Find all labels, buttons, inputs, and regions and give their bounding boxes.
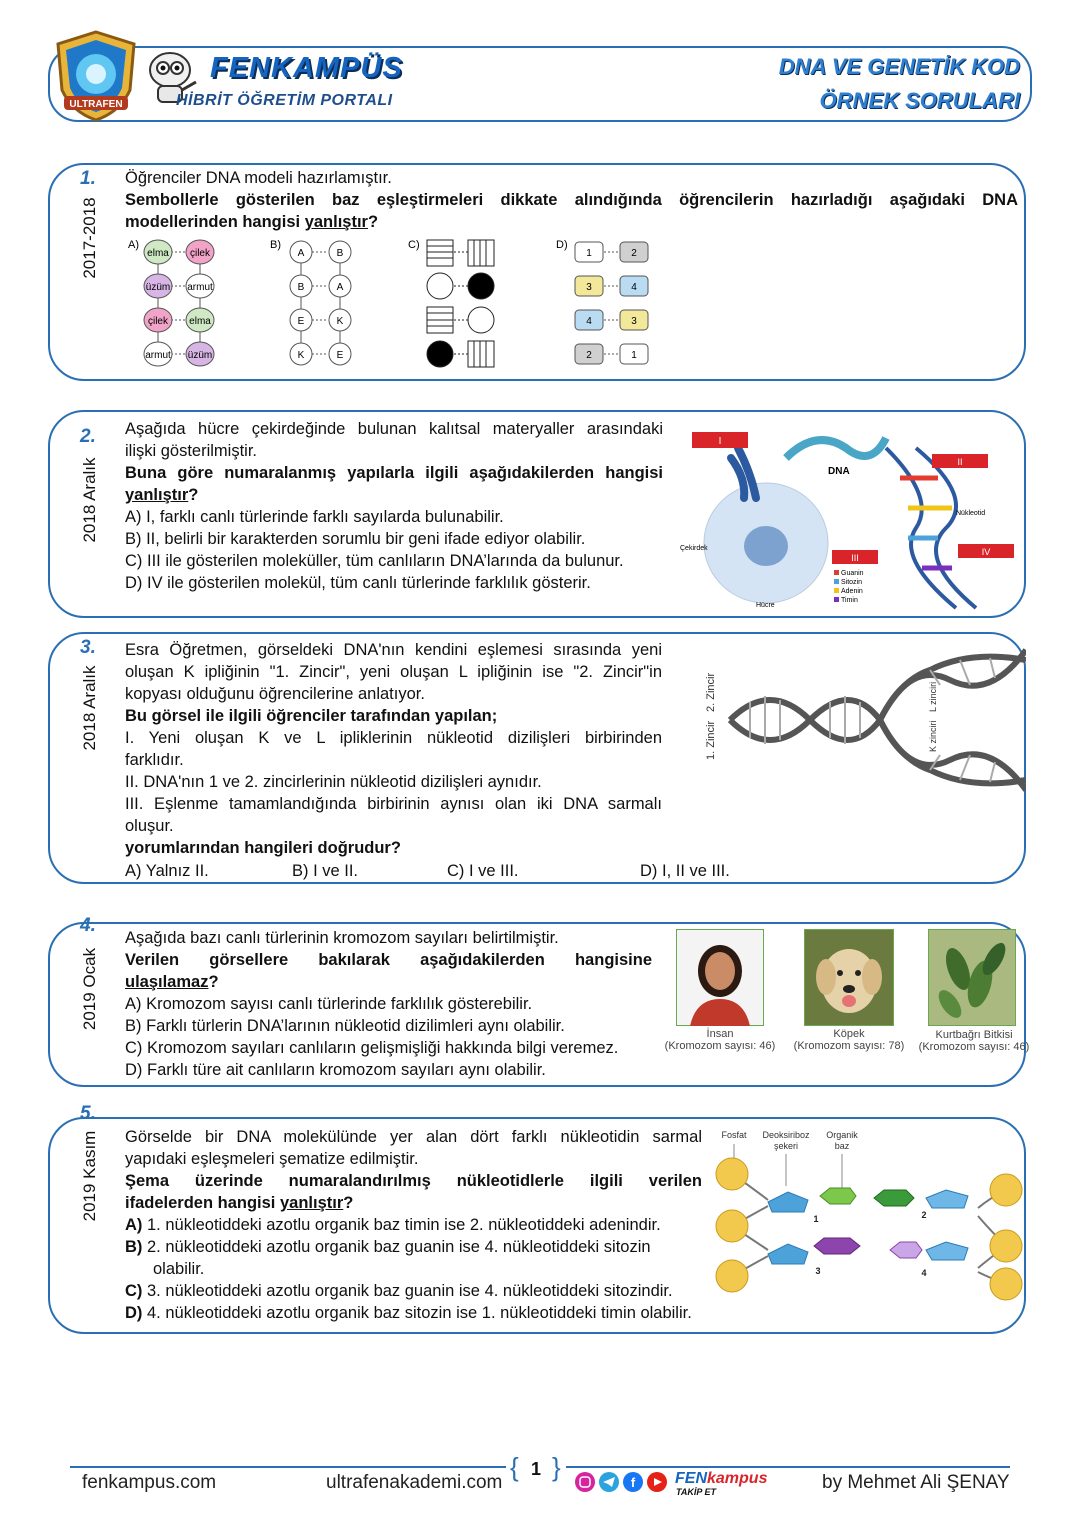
question-1-year: 2017-2018 <box>80 197 99 279</box>
question-3-option-d[interactable]: D) I, II ve III. <box>640 862 730 880</box>
svg-text:Fosfat: Fosfat <box>721 1130 747 1140</box>
portal-subtitle: HİBRİT ÖĞRETİM PORTALI <box>176 92 393 109</box>
svg-text:E: E <box>336 350 344 361</box>
model-c <box>427 240 494 367</box>
question-4-number: 4. <box>80 915 96 936</box>
question-2-cell-dna-figure <box>676 418 1026 614</box>
svg-text:1: 1 <box>586 248 592 259</box>
svg-text:Nükleotid: Nükleotid <box>956 510 986 517</box>
svg-text:III: III <box>851 553 859 563</box>
svg-text:3: 3 <box>815 1266 821 1276</box>
svg-text:C): C) <box>408 239 420 251</box>
svg-text:Deoksiriboz: Deoksiriboz <box>762 1130 810 1140</box>
question-5-option-b[interactable]: B) 2. nükleotiddeki azotlu organik baz guanin ise 4. nükleotiddeki sitozin <box>125 1238 651 1256</box>
svg-text:K: K <box>336 316 344 327</box>
svg-text:çilek: çilek <box>147 316 169 327</box>
svg-text:DNA: DNA <box>828 466 850 477</box>
svg-text:1: 1 <box>631 350 637 361</box>
model-d <box>575 242 648 364</box>
page-title: DNA VE GENETİK KOD <box>778 54 1020 79</box>
svg-text:Çekirdek: Çekirdek <box>680 545 708 552</box>
question-3-dna-replication-figure <box>690 640 1026 805</box>
question-5-text: Görselde bir DNA molekülünde yer alan dört farklı nükleotidin sarmal yapıdaki eşleşmeleri şematize edilmiştir. Şema üzerinde numaralandırılmış nükleotidlerle ilgili verilen ifadelerden hangisi yanlıştır? A) 1. nükleotiddeki azotlu organik baz timin ise 2. nükleotiddeki adenindir. B) 2. nükleotiddeki azotlu organik baz guanin ise 4. nükleotiddeki sitozin olabilir. C) 3. nükleotiddeki azotlu organik baz guanin ise 4. nükleotiddeki sitozindir. D) 4. nükleotiddeki azotlu organik baz sitozin ise 1. nükleotiddeki timin olabilir. <box>125 1128 702 1322</box>
svg-text:II: II <box>957 457 963 467</box>
question-3-text: Esra Öğretmen, görseldeki DNA'nın kendini eşlemesi sırasında yeni oluşan K ipliğinin "1. Zincir", yeni oluşan L ipliğinin ise "2. Zincir"in kopyası olduğunu öğrencilerine anlatıyor. Bu görsel ile ilgili öğrenciler tarafından yapılan; I. Yeni oluşan K ve L ipliklerinin nükleotid dizilişleri birbirinden farklıdır. II. DNA'nın 1 ve 2. zincirlerinin nükleotid dizilişleri aynıdır. III. Eşlenme tamamlandığında birbirinin aynısı olan iki DNA sarmalı oluşur. yorumlarından hangileri doğrudur? <box>125 641 662 857</box>
svg-text:D): D) <box>556 239 568 251</box>
question-5-year: 2019 Kasım <box>80 1130 99 1222</box>
svg-text:L zinciri: L zinciri <box>928 681 938 712</box>
svg-text:2: 2 <box>631 248 637 259</box>
question-4-option-b[interactable]: B) Farklı türlerin DNA’larının nükleotid dizilimleri aynı olabilir. <box>125 1017 565 1035</box>
svg-text:4: 4 <box>631 282 637 293</box>
svg-text:armut: armut <box>145 350 171 361</box>
question-1-dna-models <box>120 236 680 372</box>
svg-text:IV: IV <box>981 547 991 557</box>
svg-text:K: K <box>297 350 305 361</box>
brand-name: FENKAMPÜS <box>210 52 403 84</box>
svg-text:Adenin: Adenin <box>841 588 863 595</box>
page-number-box: { 1 } <box>506 1452 566 1486</box>
svg-text:3: 3 <box>631 316 637 327</box>
model-b <box>290 241 351 365</box>
dog-caption: Köpek (Kromozom sayısı: 78) <box>793 1028 905 1052</box>
svg-text:B: B <box>297 282 305 293</box>
svg-text:Guanin: Guanin <box>841 570 864 577</box>
question-4-option-a[interactable]: A) Kromozom sayısı canlı türlerinde farklılık gösterebilir. <box>125 995 533 1013</box>
svg-text:ULTRAFEN: ULTRAFEN <box>69 99 123 110</box>
svg-text:B): B) <box>270 239 281 251</box>
svg-text:2: 2 <box>921 1210 927 1220</box>
question-5-nucleotide-figure <box>710 1126 1026 1310</box>
svg-text:4: 4 <box>586 316 592 327</box>
question-2-year: 2018 Aralık <box>80 457 99 543</box>
svg-text:üzüm: üzüm <box>187 350 213 361</box>
fenkampus-social-brand[interactable]: FENkampus <box>675 1470 768 1487</box>
svg-text:A: A <box>297 248 305 259</box>
svg-text:üzüm: üzüm <box>145 282 171 293</box>
footer-author: by Mehmet Ali ŞENAY <box>822 1472 1010 1493</box>
svg-text:I: I <box>718 436 722 447</box>
svg-text:elma: elma <box>189 316 211 327</box>
svg-text:B: B <box>336 248 344 259</box>
human-photo <box>676 929 764 1026</box>
question-2-text: Aşağıda hücre çekirdeğinde bulunan kalıtsal materyaller arasındaki ilişki gösterilmiştir. Buna göre numaralanmış yapılarla ilgili aşağıdakilerden hangisi yanlıştır? A) I, farklı canlı türlerinde farklı sayılarda bulunabilir. B) II, belirli bir karakterden sorumlu bir geni ifade ediyor olabilir. C) III ile gösterilen moleküller, tüm canlıların DNA’larında da bulunur. D) IV ile gösterilen molekül, tüm canlı türlerinde farklılık gösterir. <box>125 420 663 592</box>
plant-caption: Kurtbağrı Bitkisi (Kromozom sayısı: 46) <box>918 1029 1030 1053</box>
question-3-option-a[interactable]: A) Yalnız II. <box>125 862 209 880</box>
question-3-option-b[interactable]: B) I ve II. <box>292 862 359 880</box>
human-caption: İnsan (Kromozom sayısı: 46) <box>664 1028 776 1052</box>
question-3-year: 2018 Aralık <box>80 665 99 751</box>
question-4-year: 2019 Ocak <box>80 947 99 1031</box>
svg-text:Hücre: Hücre <box>756 602 775 609</box>
page-subtitle: ÖRNEK SORULARI <box>819 88 1020 113</box>
instagram-icon <box>575 1472 595 1492</box>
svg-text:Timin: Timin <box>841 597 858 604</box>
question-4-text: Aşağıda bazı canlı türlerinin kromozom sayıları belirtilmiştir. Verilen görsellere bakılarak aşağıdakilerden hangisine ulaşılamaz? <box>125 929 652 991</box>
svg-text:Sitozin: Sitozin <box>841 579 863 586</box>
svg-text:1: 1 <box>813 1214 819 1224</box>
svg-text:elma: elma <box>147 248 169 259</box>
svg-text:1. Zincir: 1. Zincir <box>705 720 717 760</box>
svg-text:2. Zincir: 2. Zincir <box>705 672 717 712</box>
svg-text:K zinciri: K zinciri <box>928 720 938 752</box>
question-1-number: 1. <box>80 168 96 189</box>
question-1-text: Öğrenciler DNA modeli hazırlamıştır. Sembollerle gösterilen baz eşleştirmeleri dikkate alındığında öğrencilerin hazırladığı aşağıdaki DNA modellerinden hangisi yanlıştır? <box>125 169 1018 231</box>
question-2-number: 2. <box>80 426 96 447</box>
svg-text:baz: baz <box>834 1141 850 1151</box>
svg-text:Organik: Organik <box>826 1130 858 1140</box>
social-icons <box>574 1470 670 1494</box>
svg-text:3: 3 <box>586 282 592 293</box>
question-4-options <box>125 993 665 1081</box>
svg-text:4: 4 <box>921 1268 927 1278</box>
question-5-option-c[interactable]: C) 3. nükleotiddeki azotlu organik baz guanin ise 4. nükleotiddeki sitozindir. <box>125 1282 673 1300</box>
svg-text:armut: armut <box>187 282 213 293</box>
question-3-option-c[interactable]: C) I ve III. <box>447 862 519 880</box>
svg-text:A): A) <box>128 239 139 251</box>
page-number: 1 <box>531 1459 542 1479</box>
question-3-number: 3. <box>80 637 96 658</box>
svg-text:A: A <box>336 282 344 293</box>
model-a <box>144 240 214 366</box>
svg-text:2: 2 <box>586 350 592 361</box>
dog-photo <box>804 929 894 1026</box>
svg-text:şekeri: şekeri <box>773 1141 799 1151</box>
plant-photo <box>928 929 1016 1026</box>
follow-label: TAKİP ET <box>676 1487 716 1497</box>
footer-site-fenkampus[interactable]: fenkampus.com <box>82 1472 217 1493</box>
ultrafen-logo-icon <box>50 28 142 124</box>
question-4-option-d[interactable]: D) Farklı türe ait canlıların kromozom sayıları aynı olabilir. <box>125 1061 546 1079</box>
svg-text:f: f <box>630 1475 636 1490</box>
question-5-number: 5. <box>80 1103 96 1124</box>
question-5-option-d[interactable]: D) 4. nükleotiddeki azotlu organik baz sitozin ise 1. nükleotiddeki timin olabilir. <box>125 1304 692 1322</box>
svg-text:E: E <box>297 316 305 327</box>
footer-site-ultrafen[interactable]: ultrafenakademi.com <box>326 1472 503 1493</box>
question-4-option-c[interactable]: C) Kromozom sayıları canlıların gelişmişliği hakkında bilgi veremez. <box>125 1039 619 1057</box>
question-5-option-a[interactable]: A) 1. nükleotiddeki azotlu organik baz timin ise 2. nükleotiddeki adenindir. <box>125 1216 661 1234</box>
svg-text:çilek: çilek <box>189 248 211 259</box>
